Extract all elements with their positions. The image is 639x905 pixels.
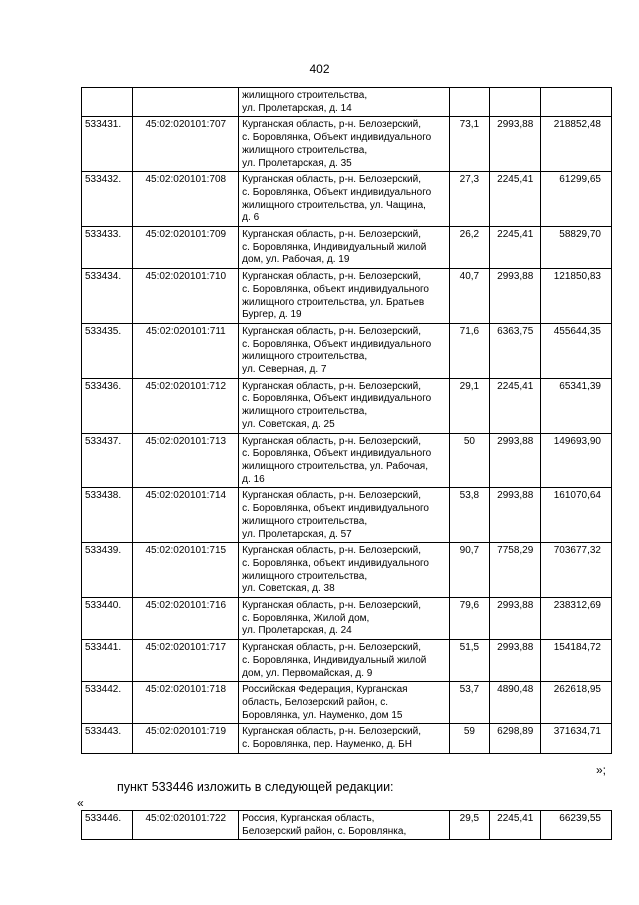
cadastral-cost: 149693,90 [541,433,612,488]
address-line: жилищного строительства, ул. Братьев [242,296,425,308]
address-line: с. Боровлянка, объект индивидуального [242,503,429,515]
unit-price: 2993,88 [490,433,541,488]
address-cell [239,682,450,724]
cadastral-cost: 371634,71 [541,724,612,753]
property-table [81,87,612,754]
address-line: жилищного строительства, ул. Рабочая, [242,460,428,472]
table-row [82,682,612,724]
area-value: 71,6 [449,323,489,378]
cadastral-number: 45:02:020101:716 [133,598,239,640]
row-number: 533439. [82,543,133,598]
address-line: с. Боровлянка, Объект индивидуального [242,338,432,350]
address-line: с. Боровлянка, Жилой дом, [242,612,370,624]
address-line: жилищного строительства, [242,90,368,101]
address-cell [239,488,450,543]
address-line: ул. Советская, д. 25 [242,418,335,430]
table-row [82,269,612,324]
cadastral-number: 45:02:020101:707 [133,117,239,172]
area-value: 29,1 [449,378,489,433]
unit-price: 2245,41 [490,378,541,433]
cadastral-number: 45:02:020101:718 [133,682,239,724]
address-line: с. Боровлянка, Объект индивидуального [242,186,432,198]
row-number [82,88,133,117]
cadastral-cost [541,88,612,117]
cadastral-cost: 455644,35 [541,323,612,378]
cadastral-number: 45:02:020101:715 [133,543,239,598]
cadastral-cost: 218852,48 [541,117,612,172]
address-line: жилищного строительства, [242,406,368,418]
row-number: 533432. [82,172,133,227]
table-row [82,488,612,543]
address-cell [239,543,450,598]
address-line: Российская Федерация, Курганская [242,684,408,696]
area-value: 79,6 [449,598,489,640]
cadastral-cost: 61299,65 [541,172,612,227]
address-cell [239,269,450,324]
address-line: д. 16 [242,473,265,485]
address-line: жилищного строительства, [242,351,368,363]
unit-price: 2245,41 [490,172,541,227]
cadastral-number [133,88,239,117]
address-line: с. Боровлянка, объект индивидуального [242,557,429,569]
cadastral-number: 45:02:020101:711 [133,323,239,378]
area-value: 29,5 [449,811,489,840]
address-line: Курганская область, р-н. Белозерский, [242,435,421,447]
row-number: 533435. [82,323,133,378]
address-cell [239,433,450,488]
address-line: Курганская область, р-н. Белозерский, [242,380,421,392]
address-line: с. Боровлянка, Объект индивидуального [242,132,432,144]
unit-price: 2993,88 [490,117,541,172]
area-value [449,88,489,117]
cadastral-cost: 703677,32 [541,543,612,598]
unit-price: 6298,89 [490,724,541,753]
row-number: 533441. [82,640,133,682]
cadastral-number: 45:02:020101:712 [133,378,239,433]
table-row [82,640,612,682]
area-value: 27,3 [449,172,489,227]
address-cell [239,88,450,117]
unit-price: 2993,88 [490,488,541,543]
cadastral-cost: 66239,55 [541,811,612,840]
area-value: 26,2 [449,227,489,269]
unit-price: 4890,48 [490,682,541,724]
address-cell [239,117,450,172]
unit-price: 2245,41 [490,227,541,269]
unit-price: 2993,88 [490,598,541,640]
cadastral-cost: 154184,72 [541,640,612,682]
address-line: ул. Пролетарская, д. 14 [242,102,352,114]
address-line: с. Боровлянка, пер. Науменко, д. БН [242,739,412,751]
address-line: с. Боровлянка, Объект индивидуального [242,393,432,405]
address-line: Курганская область, р-н. Белозерский, [242,600,421,612]
area-value: 59 [449,724,489,753]
cadastral-cost: 58829,70 [541,227,612,269]
unit-price: 6363,75 [490,323,541,378]
address-cell [239,640,450,682]
area-value: 40,7 [449,269,489,324]
address-cell [239,323,450,378]
address-line: Россия, Курганская область, [242,813,375,824]
address-line: ул. Пролетарская, д. 57 [242,528,352,540]
unit-price: 7758,29 [490,543,541,598]
area-value: 90,7 [449,543,489,598]
address-line: д. 6 [242,212,260,224]
address-line: Боровлянка, ул. Науменко, дом 15 [242,709,403,721]
row-number: 533434. [82,269,133,324]
row-number: 533446. [82,811,133,840]
area-value: 73,1 [449,117,489,172]
unit-price [490,88,541,117]
address-cell [239,811,450,840]
cadastral-number: 45:02:020101:719 [133,724,239,753]
table-row [82,172,612,227]
address-cell [239,378,450,433]
area-value: 51,5 [449,640,489,682]
address-line: Курганская область, р-н. Белозерский, [242,229,421,241]
cadastral-number: 45:02:020101:714 [133,488,239,543]
address-line: жилищного строительства, [242,570,368,582]
address-line: дом, ул. Рабочая, д. 19 [242,254,350,266]
area-value: 50 [449,433,489,488]
address-line: ул. Пролетарская, д. 35 [242,157,352,169]
address-line: Курганская область, р-н. Белозерский, [242,545,421,557]
address-line: Курганская область, р-н. Белозерский, [242,271,421,283]
address-line: ул. Пролетарская, д. 24 [242,625,352,637]
address-line: с. Боровлянка, Индивидуальный жилой [242,654,427,666]
address-cell [239,227,450,269]
table-row [82,88,612,117]
unit-price: 2993,88 [490,269,541,324]
row-number: 533437. [82,433,133,488]
address-line: Курганская область, р-н. Белозерский, [242,642,421,654]
row-number: 533433. [82,227,133,269]
address-line: Курганская область, р-н. Белозерский, [242,726,421,738]
cadastral-cost: 238312,69 [541,598,612,640]
area-value: 53,8 [449,488,489,543]
cadastral-number: 45:02:020101:708 [133,172,239,227]
address-line: Курганская область, р-н. Белозерский, [242,490,421,502]
cadastral-cost: 65341,39 [541,378,612,433]
table-row [82,433,612,488]
address-line: область, Белозерский район, с. [242,696,388,708]
cadastral-number: 45:02:020101:709 [133,227,239,269]
cadastral-number: 45:02:020101:722 [133,811,239,840]
cadastral-cost: 161070,64 [541,488,612,543]
table-row [82,543,612,598]
address-line: жилищного строительства, [242,144,368,156]
address-line: жилищного строительства, ул. Чащина, [242,199,426,211]
address-line: Курганская область, р-н. Белозерский, [242,174,421,186]
unit-price: 2993,88 [490,640,541,682]
row-number: 533440. [82,598,133,640]
address-line: с. Боровлянка, объект индивидуального [242,283,429,295]
address-cell [239,724,450,753]
row-number: 533431. [82,117,133,172]
address-line: ул. Советская, д. 38 [242,583,335,595]
address-line: с. Боровлянка, Индивидуальный жилой [242,241,427,253]
row-number: 533442. [82,682,133,724]
cadastral-cost: 121850,83 [541,269,612,324]
amendment-instruction: пункт 533446 изложить в следующей редакции: [117,780,394,794]
row-number: 533443. [82,724,133,753]
address-cell [239,172,450,227]
amendment-table [81,810,612,840]
table-row [82,378,612,433]
table-row [82,811,612,840]
opening-quote: « [77,796,84,810]
address-line: дом, ул. Первомайская, д. 9 [242,667,373,679]
cadastral-number: 45:02:020101:717 [133,640,239,682]
table-row [82,227,612,269]
row-number: 533436. [82,378,133,433]
table-row [82,323,612,378]
page-number: 402 [309,62,330,76]
closing-quote: »; [596,763,607,777]
table-row [82,117,612,172]
address-line: Курганская область, р-н. Белозерский, [242,325,421,337]
cadastral-cost: 262618,95 [541,682,612,724]
address-line: ул. Северная, д. 7 [242,364,327,376]
address-line: Бургер, д. 19 [242,309,302,321]
address-line: с. Боровлянка, Объект индивидуального [242,448,432,460]
unit-price: 2245,41 [490,811,541,840]
cadastral-number: 45:02:020101:710 [133,269,239,324]
address-line: Курганская область, р-н. Белозерский, [242,119,421,131]
cadastral-number: 45:02:020101:713 [133,433,239,488]
address-line: жилищного строительства, [242,515,368,527]
row-number: 533438. [82,488,133,543]
table-row [82,598,612,640]
address-line: Белозерский район, с. Боровлянка, [242,825,407,837]
area-value: 53,7 [449,682,489,724]
address-cell [239,598,450,640]
table-row [82,724,612,753]
